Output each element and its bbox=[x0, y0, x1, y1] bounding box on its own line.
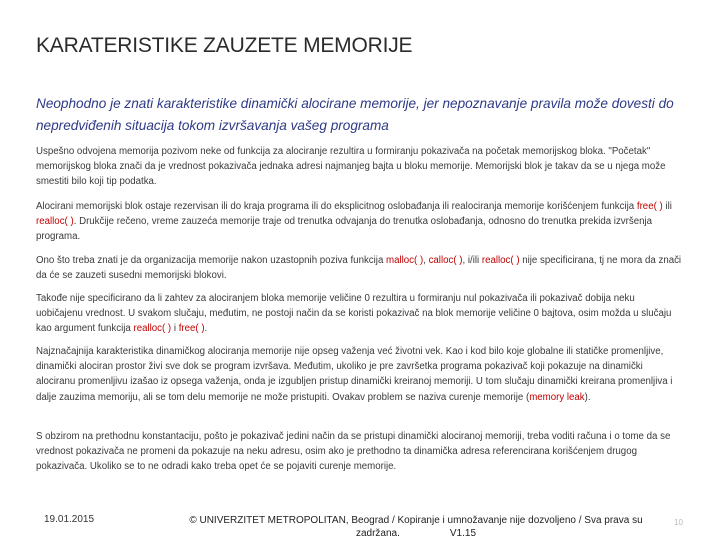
slide-title: KARATERISTIKE ZAUZETE MEMORIJE bbox=[36, 34, 413, 57]
paragraph-text: , bbox=[423, 255, 429, 266]
code-malloc: malloc( ) bbox=[386, 255, 424, 266]
code-free: free( ) bbox=[178, 323, 205, 335]
paragraph-zero-size-block bbox=[36, 291, 684, 337]
paragraph-pointer-care bbox=[36, 429, 684, 475]
footer-date: 19.01.2015 bbox=[44, 514, 95, 525]
paragraph-lifetime bbox=[36, 344, 684, 405]
paragraph-text: Takođe nije specificirano da li zahtev za alociranjem bloka memorije veličine 0 rezultira u formiranju nul pokazivača ili pokazivač dobija neku uobičajenu vrednost. U svakom slučaju, međutim, ne postoji način da se koristi pokazivač na blok memorije veličine 0 bajtova, osim možda u slučaju kao argument funkcija bbox=[36, 293, 672, 335]
paragraph-memory-organization bbox=[36, 253, 684, 283]
paragraph-text: . Drukčije rečeno, vreme zauzeća memorije traje od trenutka odvajanja do trenutka oslobađanja, odnosno do trenutka prekida izvršenja programa. bbox=[36, 216, 653, 243]
copyright-text: © UNIVERZITET METROPOLITAN, Beograd / Kopiranje i umnožavanje nije dozvoljeno / Sva prava su zadržana. bbox=[189, 515, 643, 539]
page-number: 10 bbox=[674, 518, 683, 527]
footer-copyright bbox=[148, 514, 684, 540]
paragraph-text: . bbox=[204, 323, 208, 335]
paragraph-text: nije specificirana, tj ne mora da znači da će se zauzeti susedni memorijski blokovi. bbox=[36, 255, 682, 282]
paragraph-text: Alocirani memorijski blok ostaje rezervisan ili do kraja programa ili do eksplicitnog oslobađanja ili realociranja memorije korišćenjem funkcija bbox=[36, 201, 637, 212]
paragraph-text: Najznačajnija karakteristika dinamičkog alociranja memorije nije opseg važenja već životni vek. Kao i kod bilo koje globalne ili statičke promenljive, dinamički alociran prostor živi sve dok se program izvršava. Međutim, ukoliko je pre završetka programa pokazivač koji pokazuje na dinamički alociranu promenljivu izašao iz opsega važenja, onda je izgubljen pristup dinamički kreiranoj memoriji. U tom slučaju dinamički kreirana promenljiva i dalje zauzima memoriju, ali se tom delu memorije ne može pristupiti. Ovakav problem se naziva curenje memorije ( bbox=[36, 346, 673, 403]
code-calloc: calloc( ) bbox=[428, 255, 463, 266]
paragraph-text: Ono što treba znati je da organizacija memorije nakon uzastopnih poziva funkcija bbox=[36, 255, 387, 266]
paragraph-text: i bbox=[171, 323, 179, 335]
paragraph-text: S obzirom na prethodnu konstantaciju, pošto je pokazivač jedini način da se pristupi dinamički alociranoj memoriji, treba voditi računa i o tome da se vrednost pokazivača ne promeni da pokazuje na neku adresu, osim ako je prethodno ta dinamička adresa referencirana korišćenjem drugog pokazivača. Ukoliko se to ne odradi kako treba opet će se pojaviti curenje memorije. bbox=[36, 431, 671, 473]
paragraph-text: , i/ili bbox=[462, 255, 482, 266]
paragraph-text: ). bbox=[584, 391, 591, 403]
code-free: free( ) bbox=[636, 201, 663, 212]
version-label: V1.15 bbox=[449, 528, 477, 539]
paragraph-allocation-start bbox=[36, 144, 684, 190]
term-memory-leak: memory leak bbox=[529, 391, 585, 403]
slide-subtitle: Neophodno je znati karakteristike dinamički alocirane memorije, jer nepoznavanje pravila može dovesti do nepredviđenih situacija tokom izvršavanja vašeg programa bbox=[36, 96, 674, 133]
paragraph-block-reserved bbox=[36, 199, 684, 245]
paragraph-text: Uspešno odvojena memorija pozivom neke od funkcija za alociranje rezultira u formiranju pokazivača na početak memorijskog bloka. "Početak" memorijskog bloka znači da je vrednost pokazivača jednaka adresi najmanjeg bajta u bloku memorije. Memorijski blok je takav da se u njega može smestiti bilo koji tip podatka. bbox=[36, 146, 666, 188]
code-realloc: realloc( ) bbox=[133, 323, 172, 335]
paragraph-text: ili bbox=[662, 201, 672, 212]
code-realloc: realloc( ) bbox=[481, 255, 520, 266]
code-realloc: realloc( ) bbox=[36, 216, 74, 228]
